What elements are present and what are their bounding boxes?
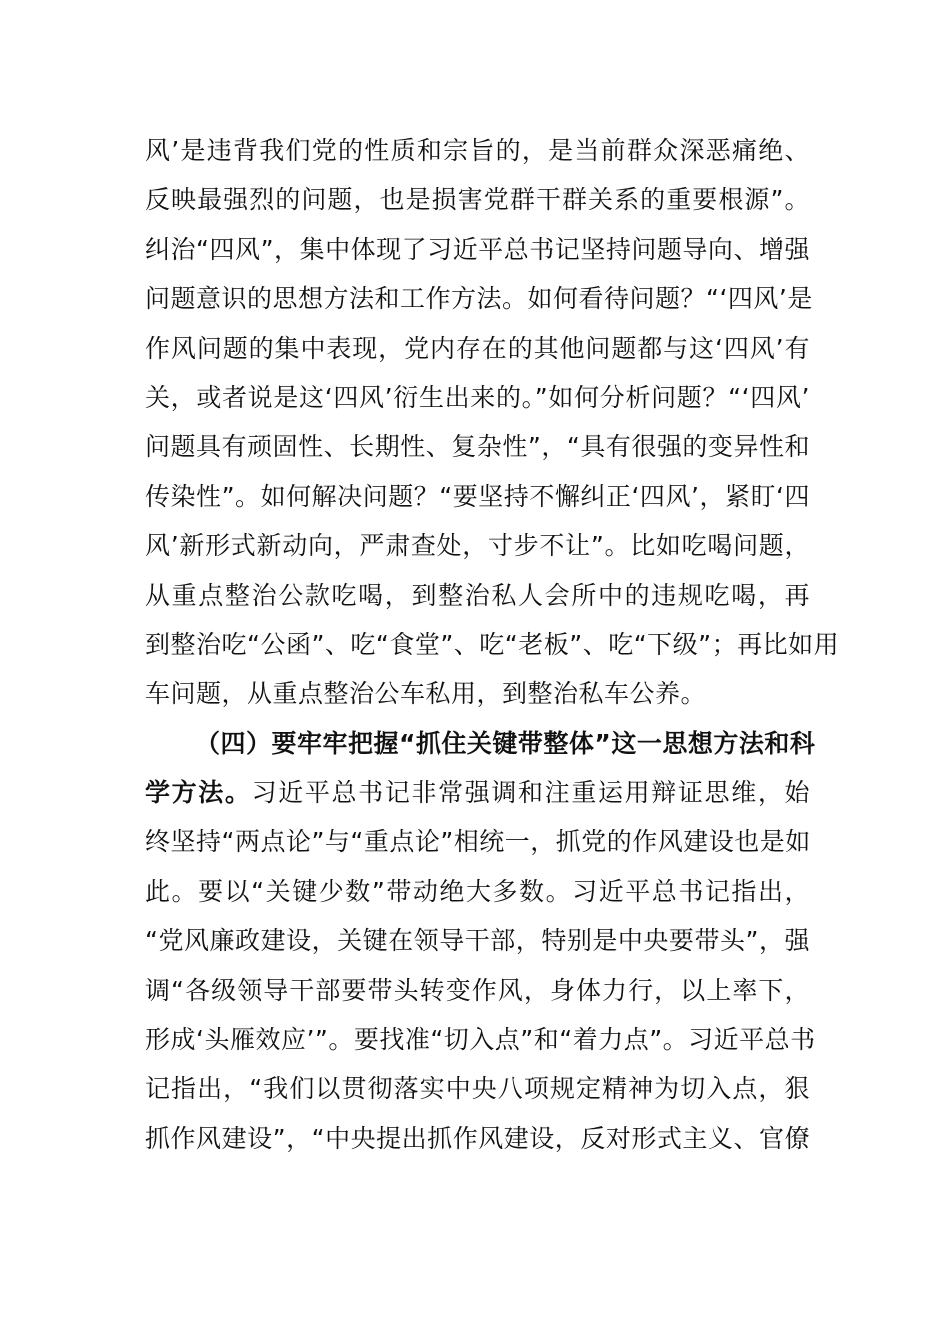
body-text: [145, 126, 840, 1163]
paragraph-line: 到整治吃“公函”、吃“食堂”、吃“老板”、吃“下级”；再比如用: [145, 629, 840, 659]
section-heading: （四）要牢牢把握“抓住关键带整体”这一思想方法和科: [195, 728, 816, 758]
paragraph-line: 车问题，从重点整治公车私用，到整治私车公养。: [145, 679, 707, 709]
paragraph-line: 从重点整治公款吃喝，到整治私人会所中的违规吃喝，再: [145, 580, 810, 610]
paragraph-line: 问题具有顽固性、长期性、复杂性”，“具有很强的变异性和: [145, 432, 810, 462]
paragraph-line: 形成‘头雁效应’”。要找准“切入点”和“着力点”。习近平总书: [145, 1025, 816, 1055]
paragraph-line: [145, 768, 810, 817]
paragraph-line: 调“各级领导干部要带头转变作风，身体力行，以上率下，: [145, 975, 810, 1005]
paragraph-line: 此。要以“关键少数”带动绝大多数。习近平总书记指出，: [145, 876, 810, 906]
section-heading-end: 学方法。: [145, 778, 252, 808]
paragraph-line: 作风问题的集中表现，党内存在的其他问题都与这‘四风’有: [145, 333, 810, 363]
paragraph-line: 关，或者说是这‘四风’衍生出来的。”如何分析问题？“‘四风’: [145, 382, 810, 412]
paragraph-line: 纠治“四风”，集中体现了习近平总书记坚持问题导向、增强: [145, 234, 810, 264]
paragraph-line: “党风廉政建设，关键在领导干部，特别是中央要带头”，强: [145, 926, 810, 956]
paragraph-line: 反映最强烈的问题，也是损害党群干群关系的重要根源”。: [145, 185, 810, 215]
paragraph-line: 传染性”。如何解决问题？“要坚持不懈纠正‘四风’，紧盯‘四: [145, 481, 810, 511]
paragraph-line: 抓作风建设”，“中央提出抓作风建设，反对形式主义、官僚: [145, 1123, 810, 1153]
paragraph-line: 终坚持“两点论”与“重点论”相统一，抓党的作风建设也是如: [145, 827, 811, 857]
paragraph-text: 习近平总书记非常强调和注重运用辩证思维，始: [251, 778, 810, 808]
paragraph-line: 问题意识的思想方法和工作方法。如何看待问题？“‘四风’是: [145, 284, 813, 314]
paragraph-line: 风’新形式新动向，严肃查处，寸步不让”。比如吃喝问题，: [145, 531, 810, 561]
paragraph-line: 风’是违背我们党的性质和宗旨的，是当前群众深恶痛绝、: [145, 136, 810, 165]
paragraph-line: 记指出，“我们以贯彻落实中央八项规定精神为切入点，狠: [145, 1074, 810, 1104]
